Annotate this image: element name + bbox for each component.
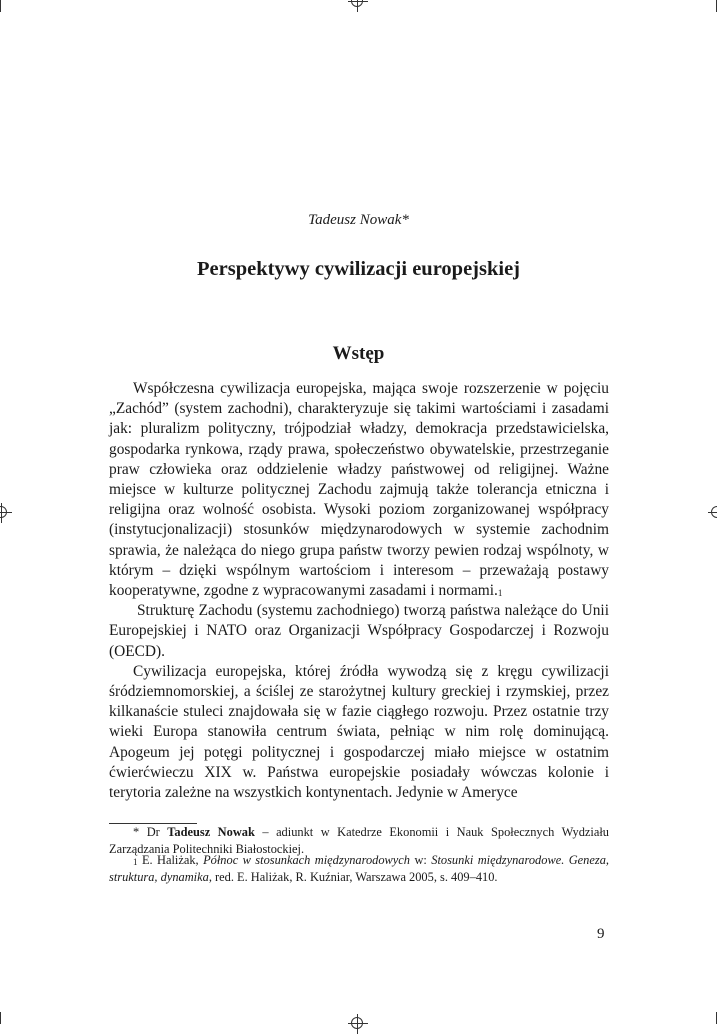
- paragraph-2: Strukturę Zachodu (systemu zachodniego) tworzą państwa należące do Unii Europejskiej i NATO oraz Organizacji Współpracy Gospodarczej i Rozwoju (OECD).: [109, 602, 609, 660]
- crop-mark-bottom-left: [0, 1012, 1, 1024]
- footnote-1-details: , red. E. Haliżak, R. Kuźniar, Warszawa 2005, s. 409–410.: [208, 870, 498, 884]
- crop-mark-top-left: [0, 0, 1, 12]
- section-heading: Wstęp: [332, 343, 385, 364]
- article-title: Perspektywy cywilizacji europejskiej: [197, 258, 520, 280]
- footnote-1-number: 1: [133, 857, 138, 867]
- registration-mark-left: [0, 506, 7, 518]
- footnote-1-book: Stosunki międzynarodowe. Geneza, struktura, dynamika: [109, 853, 609, 884]
- footnote-ref-1[interactable]: 1: [497, 588, 503, 599]
- page-number: 9: [597, 926, 605, 942]
- registration-mark-bottom: [351, 1017, 363, 1029]
- footnote-1-author: E. Haliżak,: [141, 853, 199, 867]
- footnote-1-title: Północ w stosunkach międzynarodowych: [203, 853, 410, 867]
- paragraph-3: Cywilizacja europejska, której źródła wywodzą się z kręgu cywilizacji śródziemnomorskiej, a ściślej ze starożytnej kultury greckiej i rzymskiej, przez kilkanaście stuleci znajdowała się w fazie ciągłego rozwoju. Przez ostatnie trzy wieki Europa stanowiła centrum świata, pełniąc w nim rolę dominującą. Apogeum jej potęgi politycznej i gospodarczej miało miejsce w ostatnim ćwierćwieczu XIX w. Państwa europejskie posiadały wówczas kolonie i terytoria zależne na wszystkich kontynentach. Jedynie w Ameryce: [109, 662, 609, 802]
- author-name: Tadeusz Nowak*: [308, 212, 409, 228]
- paragraph-1: [109, 379, 609, 601]
- paragraph-1-text: Współczesna cywilizacja europejska, mająca swoje rozszerzenie w pojęciu „Zachód” (system zachodni), charakteryzuje się takimi wartościami i zasadami jak: pluralizm polityczny, trójpodział władzy, demokracja przedstawicielska, gospodarka rynkowa, rządy prawa, społeczeństwo obywatelskie, przestrzeganie praw człowieka oraz oddzielenie władzy państwowej od religijnej. Ważne miejsce w kulturze politycznej Zachodu zajmują także tolerancja etniczna i religijna oraz wolność osobista. Wysoki poziom zorganizowanej współpracy (instytucjonalizacji) stosunków międzynarodowych w systemie zachodnim sprawia, że należąca do niego grupa państw tworzy pewien rodzaj wspólnoty, w którym – dzięki wspólnym wartościom i interesom – przeważają postawy kooperatywne, zgodne z wypracowanymi zasadami i normami.: [109, 380, 609, 600]
- registration-mark-right: [711, 506, 717, 518]
- footnote-author-affiliation: – adiunkt w Katedrze Ekonomii i Nauk Społecznych Wydziału Zarządzania Politechniki Białostockiej.: [109, 825, 609, 856]
- footnote-1: [109, 852, 609, 886]
- footnote-1-in: w:: [414, 853, 427, 867]
- footnote-author-name: Tadeusz Nowak: [167, 825, 255, 839]
- footnote-asterisk: * Dr: [133, 825, 160, 839]
- main-text: [109, 379, 609, 803]
- registration-mark-top: [351, 0, 363, 7]
